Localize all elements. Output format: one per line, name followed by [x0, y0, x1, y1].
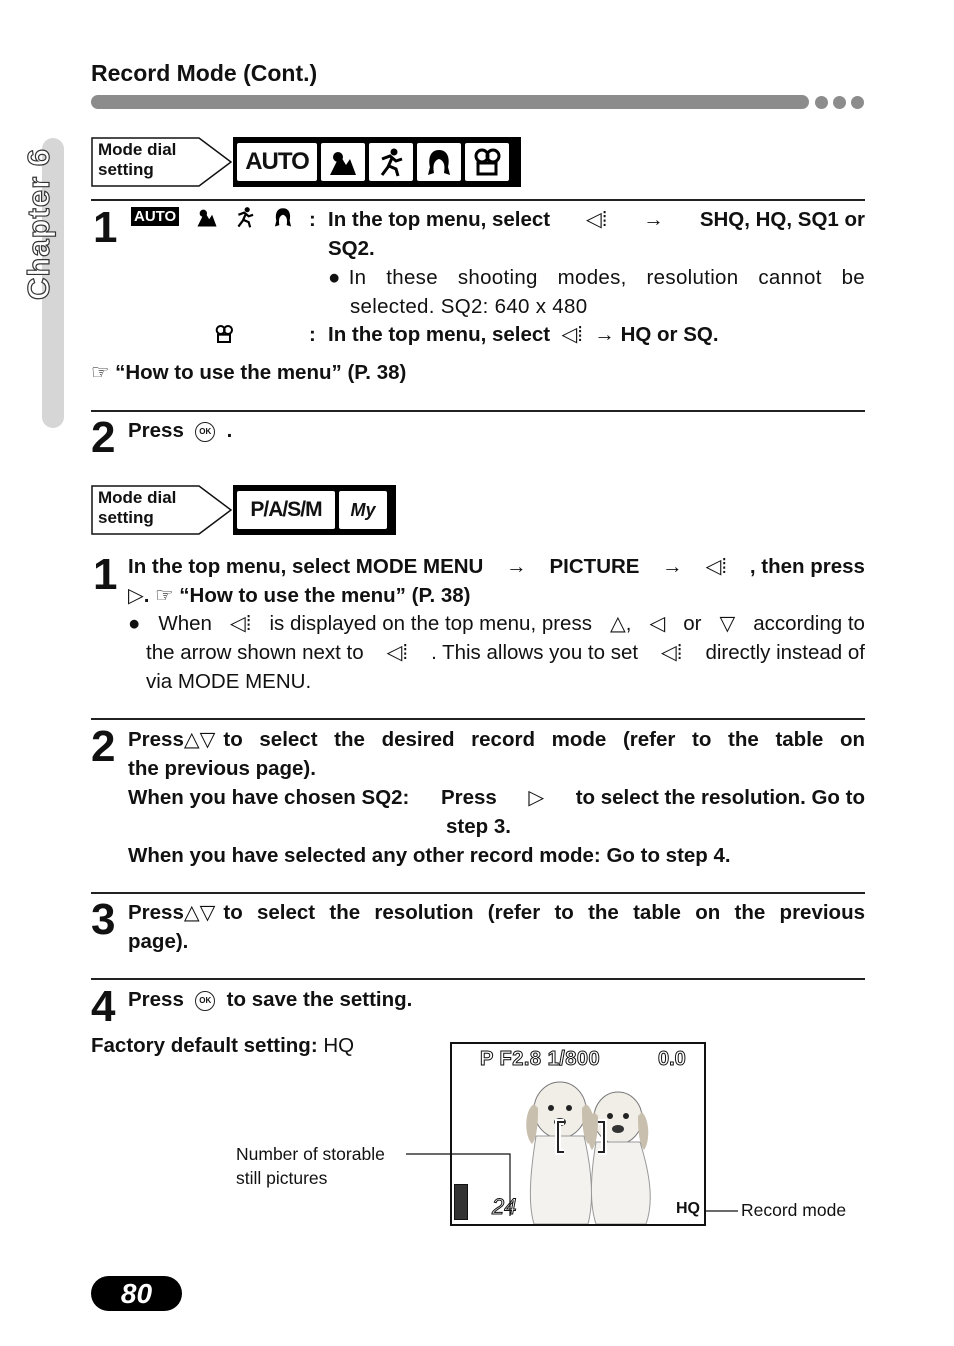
- portrait-icon: [272, 206, 294, 233]
- pointing-hand-icon: ☞: [155, 584, 174, 607]
- step-b1-bullet: ● When ◁⁞ is displayed on the top menu, press △, ◁ or ▽ according to the arrow shown next to ◁⁞ . This allows you to set ◁⁞ directly instead of via MODE MENU.: [128, 609, 865, 696]
- pasm-icon: P/A/S/M: [237, 491, 335, 529]
- divider: [91, 410, 865, 412]
- divider: [91, 199, 865, 201]
- header-dot: [851, 96, 864, 109]
- page-header-title: Record Mode (Cont.): [91, 60, 318, 86]
- step-b4-text: Press OK to save the setting.: [128, 988, 413, 1011]
- step-number: 3: [91, 895, 116, 944]
- colon: :: [309, 323, 316, 346]
- step-b2-text: Press △▽ to select the desired record mode (refer to the table on the previous page). When you have chosen SQ2: Press ▷ to select the resolution. Go to step 3. When you have selected any other record mode: Go to step 4.: [128, 725, 865, 870]
- left-arrow-icon: ◁: [649, 612, 666, 635]
- divider: [91, 892, 865, 894]
- sports-icon: [234, 206, 256, 233]
- right-arrow-icon: ▷: [528, 786, 545, 809]
- page-number: 80: [91, 1276, 182, 1311]
- step-a1-movie-line: In the top menu, select ◁⁞ → HQ or SQ.: [328, 323, 719, 346]
- movie-icon: [213, 324, 235, 349]
- bullet-dot: ●: [328, 266, 341, 289]
- callout-line-record-mode: [704, 1204, 744, 1218]
- factory-default: Factory default setting: HQ: [91, 1034, 355, 1057]
- header-rule: [91, 95, 809, 109]
- step-number: 2: [91, 722, 116, 771]
- record-mode-icon: ◁⁞: [586, 208, 608, 231]
- ok-button-icon: OK: [195, 991, 215, 1011]
- portrait-icon: [417, 143, 461, 181]
- step-number: 1: [93, 550, 118, 599]
- divider: [91, 978, 865, 980]
- auto-mode-icon: AUTO: [131, 207, 179, 226]
- mode-dial-label: Mode dial setting: [98, 140, 177, 179]
- up-down-arrows-icon: △▽: [183, 901, 216, 924]
- header-dot: [833, 96, 846, 109]
- mode-dial-icons: [233, 485, 396, 535]
- portrait-landscape-icon: [196, 206, 218, 233]
- lcd-exposure: 0.0: [658, 1048, 686, 1070]
- sports-icon: [369, 143, 413, 181]
- down-arrow-icon: ▽: [719, 612, 736, 635]
- step-b3-text: Press △▽ to select the resolution (refer to the table on the previous page).: [128, 898, 865, 956]
- callout-line-storable: [400, 1150, 520, 1220]
- arrow-right: →: [643, 208, 664, 231]
- step-number: 2: [91, 413, 116, 462]
- auto-icon: AUTO: [237, 143, 317, 181]
- portrait-landscape-icon: [321, 143, 365, 181]
- divider: [91, 718, 865, 720]
- puppies-photo: [512, 1074, 662, 1226]
- ok-button-icon: OK: [195, 422, 215, 442]
- bullet-dot: ●: [128, 612, 141, 635]
- callout-record-mode: Record mode: [741, 1200, 847, 1220]
- right-arrow-icon: ▷: [128, 584, 144, 607]
- step-a1-bullet: ● In these shooting modes, resolution cannot be selected. SQ2: 640 x 480: [328, 263, 865, 321]
- step-number: 4: [91, 982, 116, 1031]
- up-down-arrows-icon: △▽: [183, 728, 216, 751]
- record-mode-icon: ◁⁞: [705, 555, 728, 578]
- step-a1-line1: In the top menu, select ◁⁞ → SHQ, HQ, SQ1 or SQ2.: [328, 205, 865, 263]
- header-dot: [815, 96, 828, 109]
- record-mode-icon: ◁⁞: [386, 641, 409, 664]
- chapter-label: Chapter 6: [21, 148, 56, 300]
- lcd-picture-count: 24: [492, 1194, 517, 1219]
- step-number: 1: [93, 203, 118, 252]
- pointing-hand-icon: ☞: [91, 361, 110, 384]
- lcd-record-mode: HQ: [676, 1200, 700, 1217]
- mode-dial-icons: [233, 137, 521, 187]
- record-mode-icon: ◁⁞: [661, 641, 683, 664]
- mode-dial-label: Mode dial setting: [98, 488, 177, 527]
- colon: :: [309, 208, 316, 231]
- record-mode-icon: ◁⁞: [229, 612, 252, 635]
- callout-storable: Number of storable still pictures: [236, 1144, 385, 1188]
- step-b1-line1: In the top menu, select MODE MENU → PICTURE → ◁⁞ , then press ▷. ☞ “How to use the menu” (P. 38): [128, 552, 865, 610]
- lcd-status: P F2.8 1/800: [480, 1048, 601, 1070]
- up-arrow-icon: △,: [609, 612, 632, 635]
- menu-reference: ☞ “How to use the menu” (P. 38): [91, 361, 407, 384]
- record-mode-icon: ◁⁞: [555, 323, 589, 346]
- movie-icon: [465, 143, 509, 181]
- my-mode-icon: My: [339, 491, 387, 529]
- step-a2-text: Press OK .: [128, 419, 233, 442]
